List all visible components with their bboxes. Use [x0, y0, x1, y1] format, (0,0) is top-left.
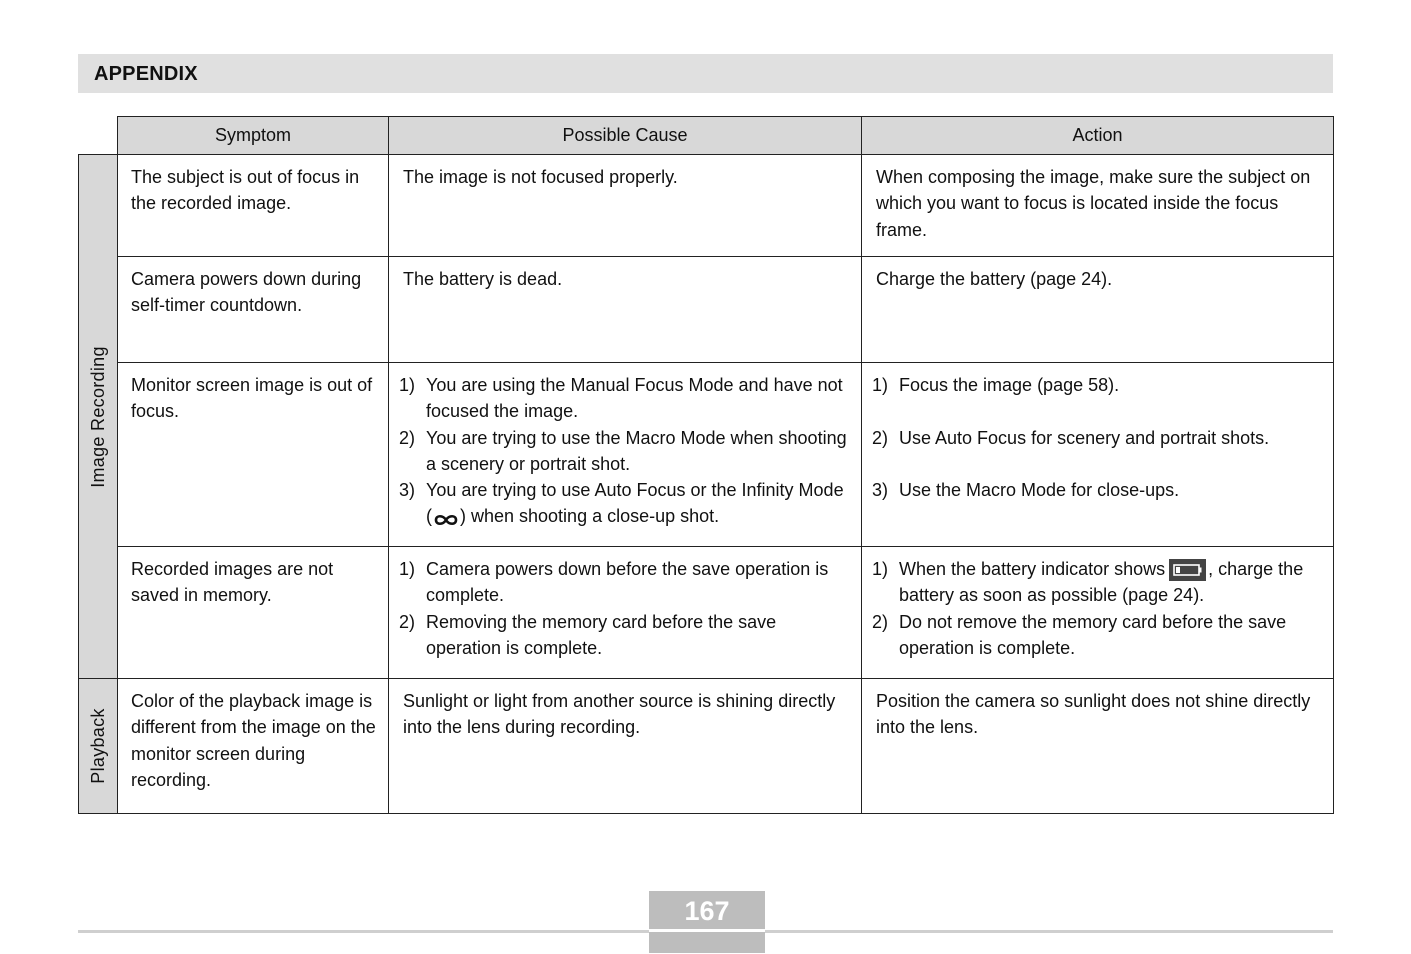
table-row	[79, 547, 1334, 679]
cause-list-item	[399, 372, 849, 425]
action-cell: When composing the image, make sure the subject on which you want to focus is located inside the focus frame.	[862, 155, 1334, 257]
table-row	[79, 679, 1334, 814]
list-text: Focus the image (page 58).	[899, 375, 1120, 395]
list-text: When the battery indicator shows	[899, 559, 1166, 579]
cause-list-item	[399, 609, 849, 662]
table-header-row	[79, 117, 1334, 155]
table-row	[79, 155, 1334, 257]
column-header-possible-cause: Possible Cause	[389, 117, 862, 155]
column-header-symptom: Symptom	[118, 117, 389, 155]
list-text: Use Auto Focus for scenery and portrait shots.	[899, 427, 1270, 448]
cause-cell: The battery is dead.	[389, 257, 862, 363]
list-number: 1)	[872, 559, 889, 579]
list-text: You are trying to use the Macro Mode when shooting a scenery or portrait shot.	[426, 427, 847, 474]
column-header-action: Action	[862, 117, 1334, 155]
page-number-box	[649, 891, 765, 953]
list-number: 2)	[399, 611, 416, 632]
group-label-cell	[79, 679, 118, 814]
list-number: 1)	[399, 559, 416, 579]
action-cell	[862, 547, 1334, 679]
action-list-item	[872, 477, 1321, 503]
action-cell: Position the camera so sunlight does not shine directly into the lens.	[862, 679, 1334, 814]
group-label-cell	[79, 155, 118, 679]
cause-list-item	[399, 425, 849, 478]
battery-low-icon	[1169, 559, 1206, 581]
cause-list-item	[399, 556, 849, 609]
action-list	[872, 372, 1321, 503]
symptom-cell: Monitor screen image is out of focus.	[118, 363, 389, 547]
cause-cell: Sunlight or light from another source is shining directly into the lens during recording.	[389, 679, 862, 814]
infinity-icon	[433, 513, 459, 527]
list-number: 3)	[872, 480, 889, 501]
action-cell	[862, 363, 1334, 547]
group-label-playback: Playback	[87, 708, 108, 784]
symptom-cell: Camera powers down during self-timer countdown.	[118, 257, 389, 363]
section-title: APPENDIX	[94, 63, 198, 85]
list-number: 2)	[872, 427, 889, 448]
list-number: 2)	[872, 611, 889, 632]
list-number: 2)	[399, 427, 416, 448]
list-text: Camera powers down before the save operation is complete.	[426, 559, 829, 606]
section-header-bar	[78, 54, 1333, 93]
group-label-image-recording: Image Recording	[87, 345, 108, 488]
action-cell: Charge the battery (page 24).	[862, 257, 1334, 363]
action-list-item	[872, 372, 1321, 398]
list-number: 3)	[399, 480, 416, 501]
list-text: Removing the memory card before the save operation is complete.	[426, 611, 777, 658]
list-number: 1)	[399, 375, 416, 395]
page-number-divider	[649, 929, 765, 932]
list-text: Do not remove the memory card before the save operation is complete.	[899, 611, 1287, 658]
action-list-item	[872, 425, 1321, 451]
list-text: You are trying to use Auto Focus or the Infinity Mode (	[426, 480, 844, 527]
troubleshooting-table	[78, 116, 1334, 814]
table-row	[79, 257, 1334, 363]
list-text: You are using the Manual Focus Mode and have not focused the image.	[426, 375, 843, 422]
symptom-cell: The subject is out of focus in the recorded image.	[118, 155, 389, 257]
page-number: 167	[684, 896, 730, 926]
cause-cell: The image is not focused properly.	[389, 155, 862, 257]
symptom-cell: Recorded images are not saved in memory.	[118, 547, 389, 679]
symptom-cell: Color of the playback image is different from the image on the monitor screen during recording.	[118, 679, 389, 814]
list-text: , charge the battery as soon as possible (page 24).	[899, 559, 1304, 606]
cause-cell	[389, 363, 862, 547]
cause-list	[399, 372, 849, 530]
action-list-item	[872, 609, 1321, 662]
cause-list	[399, 556, 849, 661]
action-list-item	[872, 556, 1321, 609]
cause-cell	[389, 547, 862, 679]
list-number: 1)	[872, 375, 889, 395]
list-text: Use the Macro Mode for close-ups.	[899, 480, 1180, 501]
action-list	[872, 556, 1321, 661]
cause-list-item	[399, 477, 849, 530]
list-text: ) when shooting a close-up shot.	[460, 506, 720, 527]
table-row	[79, 363, 1334, 547]
header-corner	[79, 117, 118, 155]
